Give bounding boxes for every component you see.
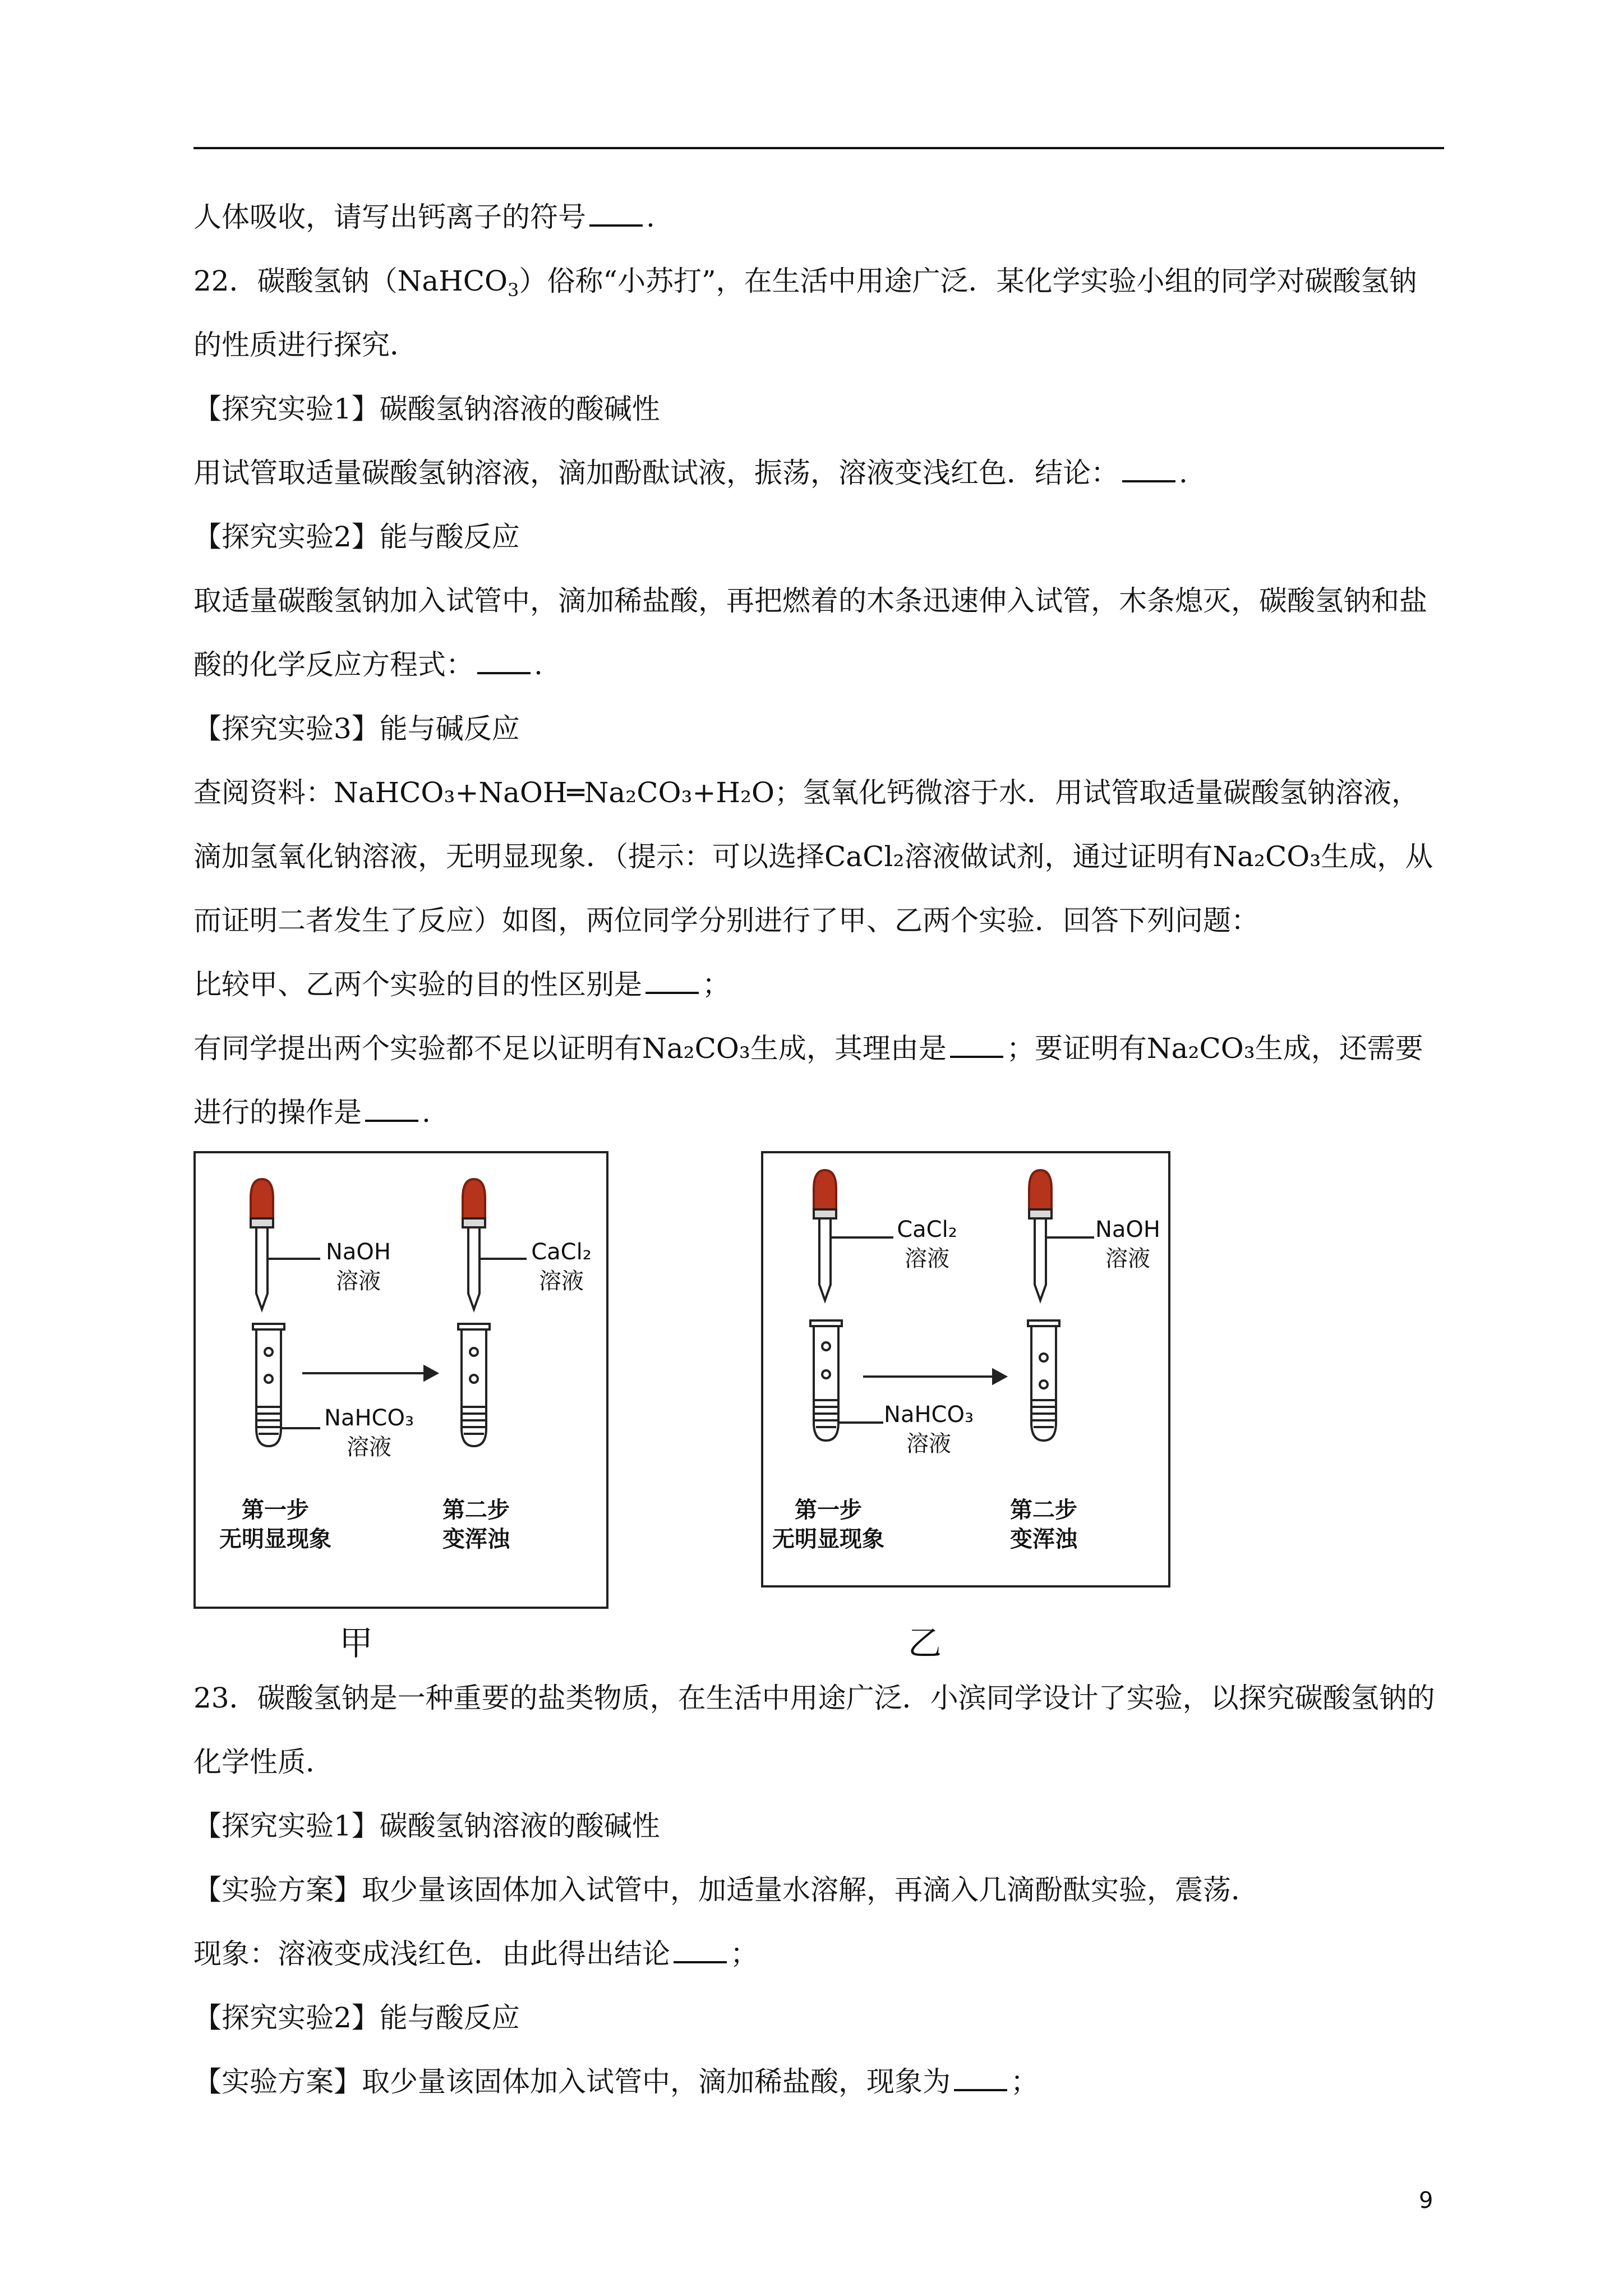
answer-blank[interactable] (954, 2062, 1007, 2091)
answer-blank[interactable] (365, 1093, 418, 1122)
answer-blank[interactable] (674, 1934, 727, 1963)
figure-panel-yi (761, 1151, 1170, 1588)
paragraph-after-2: 【实验方案】取少量该固体加入试管中，加适量水溶解，再滴入几滴酚酞实验，震荡． (193, 1874, 1259, 1906)
answer-blank[interactable] (589, 197, 643, 227)
dropper-label: CaCl₂ 溶液 (897, 1217, 957, 1272)
section-heading: 【探究实验3】能与碱反应 (193, 712, 520, 745)
paragraph-after-5: 【实验方案】取少量该固体加入试管中，滴加稀盐酸，现象为 ； (193, 2050, 1444, 2114)
paragraph-after-3: 现象：溶液变成浅红色．由此得出结论 ； (193, 1922, 1444, 1986)
answer-blank[interactable] (477, 645, 531, 674)
header-rule (193, 147, 1444, 149)
question-23-stem: 23．碳酸氢钠是一种重要的盐类物质，在生活中用途广泛．小滨同学设计了实验，以探究碳酸氢钠的化学性质． (193, 1682, 1435, 1778)
step-2-caption: 第二步 变浑浊 (1010, 1497, 1077, 1552)
experiment-figure (193, 1151, 1444, 1663)
paragraph-8: 比较甲、乙两个实验的目的性区别是 ； (193, 953, 1444, 1016)
dropper-label: NaOH 溶液 (326, 1239, 391, 1294)
question-22-stem: 22．碳酸氢钠（NaHCO$_3$）俗称“小苏打”，在生活中用途广泛．某化学实验小组的同学对碳酸氢钠的性质进行探究． (193, 265, 1417, 361)
step-1-caption: 第一步 无明显现象 (219, 1497, 331, 1552)
answer-blank[interactable] (1122, 453, 1175, 482)
section-heading: 【探究实验2】能与酸反应 (193, 521, 520, 553)
dropper-label: CaCl₂ 溶液 (531, 1239, 592, 1294)
section-heading: 【探究实验1】碳酸氢钠溶液的酸碱性 (193, 1810, 660, 1842)
paragraph-5: 取适量碳酸氢钠加入试管中，滴加稀盐酸，再把燃着的木条迅速伸入试管，木条熄灭，碳酸氢钠和盐酸的化学反应方程式： . (193, 585, 1427, 681)
figure-label-jia: 甲 (339, 1624, 373, 1663)
paragraph-7: 查阅资料：NaHCO₃+NaOH═Na₂CO₃+H₂O；氢氧化钙微溶于水．用试管取适量碳酸氢钠溶液，滴加氢氧化钠溶液，无明显现象．（提示：可以选择CaCl₂溶液做试剂，通过证明有Na₂CO₃生成，从而证明二者发生了反应）如图，两位同学分别进行了甲、乙两个实验．回答下列问题： (193, 776, 1433, 937)
section-heading: 【探究实验1】碳酸氢钠溶液的酸碱性 (193, 393, 660, 425)
paragraph-9: 有同学提出两个实验都不足以证明有Na₂CO₃生成，其理由是 ；要证明有Na₂CO₃生成，还需要进行的操作是 . (193, 1016, 1444, 1144)
dropper-label: NaOH 溶液 (1095, 1217, 1160, 1272)
section-heading: 【探究实验2】能与酸反应 (193, 2001, 520, 2034)
step-2-caption: 第二步 变浑浊 (442, 1497, 510, 1552)
figure-panel-jia (193, 1151, 608, 1609)
document-page (193, 185, 1444, 2114)
figure-label-yi: 乙 (908, 1624, 942, 1663)
paragraph-0: 人体吸收，请写出钙离子的符号 . (193, 185, 1444, 249)
tube-label: NaHCO₃ 溶液 (884, 1402, 974, 1457)
page-number: 9 (1419, 2188, 1433, 2214)
answer-blank[interactable] (950, 1029, 1003, 1058)
step-1-caption: 第一步 无明显现象 (772, 1497, 884, 1552)
answer-blank[interactable] (645, 965, 699, 994)
paragraph-3: 用试管取适量碳酸氢钠溶液，滴加酚酞试液，振荡，溶液变浅红色．结论： . (193, 441, 1444, 505)
tube-label: NaHCO₃ 溶液 (324, 1405, 414, 1460)
